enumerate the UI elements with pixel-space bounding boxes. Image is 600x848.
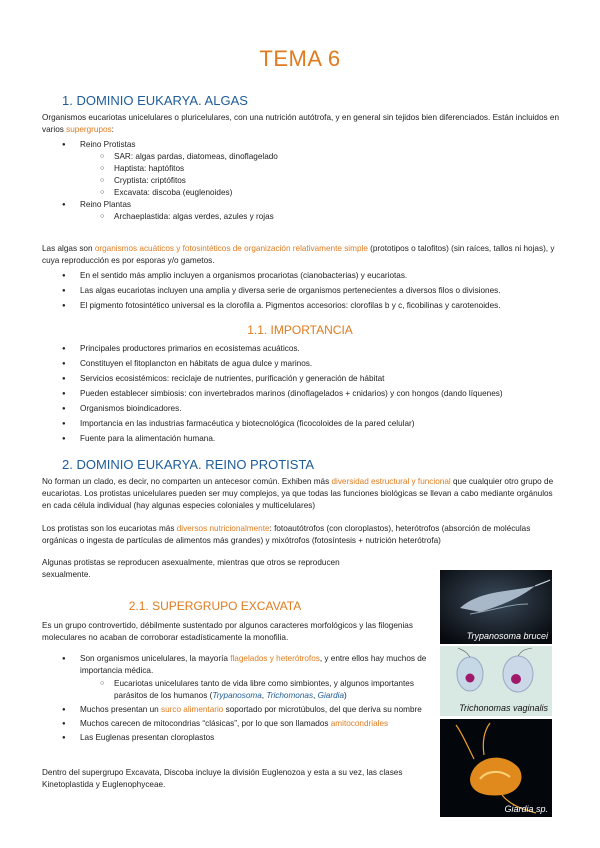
list-item: ● Muchos carecen de mitocondrias “clásicas”, por lo que son llamados amitocondriales <box>42 718 432 730</box>
list-item: ● Son organismos unicelulares, la mayoría flagelados y heterótrofos, y entre ellos hay muchos de importancia médica. <box>42 653 432 677</box>
list-item: ● Las Euglenas presentan cloroplastos <box>42 732 432 744</box>
list-item: ● Organismos bioindicadores. <box>42 403 562 415</box>
tree-item: ● Reino Plantas <box>42 199 562 211</box>
tree-subitem: ○ Haptista: haptófitos <box>42 163 562 175</box>
list-item: ● El pigmento fotosintético universal es la clorofila a. Pigmentos accesorios: clorofilas b y c, ficobilinas y carotenoides. <box>42 300 562 312</box>
protista-paragraph-1: No forman un clado, es decir, no comparten un antecesor común. Exhiben más diversidad estructural y funcional que cualquier otro grupo de eucariotas. Los protistas unicelulares pueden ser muy complejos, ya que todas las funciones biológicas se llevan a cabo mediante orgánulos en cada célula individual (hay algunas especies coloniales y multicelulares) <box>42 477 554 510</box>
list-item: ● En el sentido más amplio incluyen a organismos procariotas (cianobacterias) y eucariotas. <box>42 270 562 282</box>
page-title: TEMA 6 <box>259 46 341 71</box>
excavata-paragraph: Es un grupo controvertido, débilmente sustentado por algunos caracteres morfológicos y las filogenias moleculares no acaban de corroborar estadísticamente la monofilia. <box>42 621 413 642</box>
tree-item: ● Reino Protistas <box>42 139 562 151</box>
trichomonas-caption: Trichonomas vaginalis <box>459 703 548 713</box>
importance-bullets <box>42 343 562 445</box>
trypanosoma-image <box>440 570 552 644</box>
section-2-heading: 2. DOMINIO EUKARYA. REINO PROTISTA <box>62 457 315 472</box>
tree-subitem: ○ Cryptista: criptófitos <box>42 175 562 187</box>
list-subitem: ○ Eucariotas unicelulares tanto de vida libre como simbiontes, y algunos importantes parásitos de los humanos (Trypanosoma, Trichomonas, Giardia) <box>42 678 432 702</box>
trichomonas-image <box>440 646 552 716</box>
tree-subitem: ○ Excavata: discoba (euglenoides) <box>42 187 562 199</box>
kingdom-tree <box>42 139 562 223</box>
list-item: ● Fuente para la alimentación humana. <box>42 433 562 445</box>
protista-paragraph-3: Algunas protistas se reproducen asexualmente, mientras que otros se reproducen sexualmente. <box>42 558 340 579</box>
giardia-illustration <box>440 719 552 817</box>
section-1-intro: Organismos eucariotas unicelulares o pluricelulares, con una nutrición autótrofa, y en general sin tejidos bien diferenciados. Están incluidos en varios supergrupos: <box>42 113 560 134</box>
excavata-bullets <box>42 653 432 744</box>
list-item: ● Servicios ecosistémicos: reciclaje de nutrientes, purificación y generación de hábitat <box>42 373 562 385</box>
excavata-closing: Dentro del supergrupo Excavata, Discoba incluye la división Euglenozoa y esta a su vez, las clases Kinetoplastida y Euglenophyceae. <box>42 768 403 789</box>
list-item: ● Muchos presentan un surco alimentario soportado por microtúbulos, del que deriva su nombre <box>42 704 432 716</box>
giardia-caption: Giardia sp. <box>504 804 548 814</box>
algae-bullets <box>42 270 562 312</box>
trypanosoma-caption: Trypanosoma brucei <box>466 631 548 641</box>
list-item: ● Importancia en las industrias farmacéutica y biotecnológica (ficocoloides de la pared celular) <box>42 418 562 430</box>
section-1-1-heading: 1.1. IMPORTANCIA <box>247 323 353 337</box>
list-item: ● Constituyen el fitoplancton en hábitats de agua dulce y marinos. <box>42 358 562 370</box>
section-2-1-heading: 2.1. SUPERGRUPO EXCAVATA <box>128 599 302 613</box>
algae-definition: Las algas son organismos acuáticos y fotosintéticos de organización relativamente simple (prototipos o talofitos) (sin raíces, tallos ni hojas), y cuya reproducción es por esporas y/o gametos. <box>42 244 555 265</box>
list-item: ● Pueden establecer simbiosis: con invertebrados marinos (dinoflagelados + cnidarios) y con hongos (dando líquenes) <box>42 388 562 400</box>
list-item: ● Principales productores primarios en ecosistemas acuáticos. <box>42 343 562 355</box>
list-item: ● Las algas eucariotas incluyen una amplia y diversa serie de organismos pertenecientes a diversos filos o divisiones. <box>42 285 562 297</box>
tree-subitem: ○ Archaeplastida: algas verdes, azules y rojas <box>42 211 562 223</box>
protista-paragraph-2: Los protistas son los eucariotas más diversos nutricionalmente: fotoautótrofos (con cloroplastos), heterótrofos (absorción de moléculas orgánicas o ingesta de partículas de alimentos más grandes) y mixótrofos (fotosíntesis + nutrición heterótrofa) <box>42 524 531 545</box>
giardia-image <box>440 719 552 817</box>
tree-subitem: ○ SAR: algas pardas, diatomeas, dinoflagelado <box>42 151 562 163</box>
section-1-heading: 1. DOMINIO EUKARYA. ALGAS <box>62 93 248 108</box>
